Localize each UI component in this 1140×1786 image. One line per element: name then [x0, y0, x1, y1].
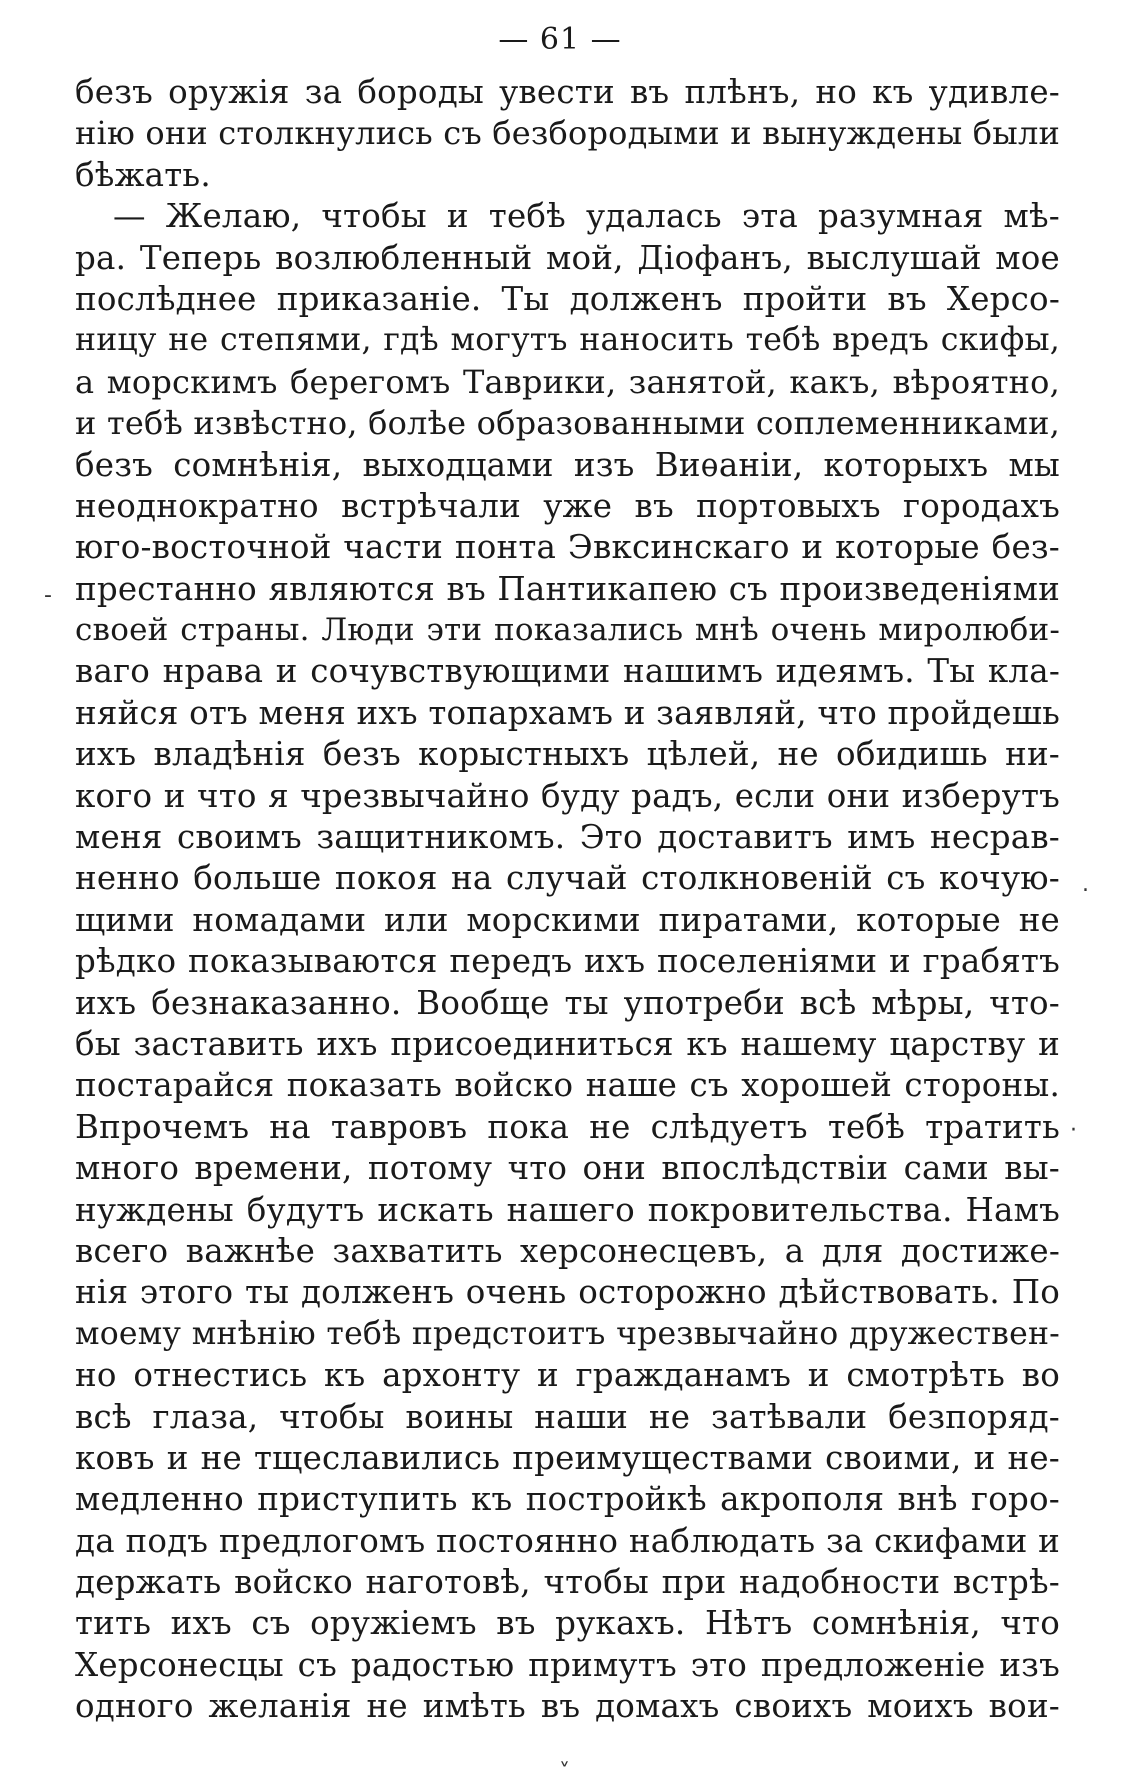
text-line: ихъ владѣнія безъ корыстныхъ цѣлей, не обидишь ни- [75, 735, 1060, 774]
text-line: но отнестись къ архонту и гражданамъ и смотрѣть во [75, 1356, 1060, 1395]
text-line: ваго нрава и сочувствующими нашимъ идеямъ. Ты кла- [75, 652, 1060, 691]
body-text [75, 72, 1060, 1728]
text-line: нуждены будутъ искать нашего покровительства. Намъ [75, 1190, 1060, 1229]
text-line: ра. Теперь возлюбленный мой, Діофанъ, выслушай мое [75, 238, 1060, 277]
text-line: много времени, потому что они впослѣдствіи сами вы- [75, 1149, 1060, 1188]
text-line: кого и что я чрезвычайно буду радъ, если они изберутъ [75, 776, 1060, 815]
text-line: няйся отъ меня ихъ топархамъ и заявляй, что пройдешь [75, 693, 1060, 732]
text-line: всѣ глаза, чтобы воины наши не затѣвали безпоряд- [75, 1397, 1060, 1436]
text-line: — Желаю, чтобы и тебѣ удалась эта разумная мѣ- [113, 197, 1060, 236]
text-line: ковъ и не тщеславились преимуществами своими, и не- [75, 1438, 1060, 1477]
print-speck: . [1082, 872, 1089, 897]
text-line: постарайся показать войско наше съ хорошей стороны. [75, 1066, 1060, 1105]
text-line: послѣднее приказаніе. Ты долженъ пройти въ Херсо- [75, 279, 1060, 318]
page-number: — 61 — [498, 22, 622, 57]
text-line: медленно приступить къ постройкѣ акрополя внѣ горо- [75, 1480, 1060, 1519]
text-line: неоднократно встрѣчали уже въ портовыхъ городахъ [75, 486, 1060, 525]
text-line: нія этого ты долженъ очень осторожно дѣйствовать. По [75, 1273, 1060, 1312]
text-line: а морскимъ берегомъ Таврики, занятой, какъ, вѣроятно, [75, 362, 1060, 401]
text-line: да подъ предлогомъ постоянно наблюдать за скифами и [75, 1521, 1060, 1560]
text-line: безъ сомнѣнія, выходцами изъ Виѳаніи, которыхъ мы [75, 445, 1060, 484]
text-line: Впрочемъ на тавровъ пока не слѣдуетъ тебѣ тратить [75, 1107, 1060, 1146]
text-line: всего важнѣе захватить херсонесцевъ, а для достиже- [75, 1231, 1060, 1270]
text-line: держать войско наготовѣ, чтобы при надобности встрѣ- [75, 1563, 1060, 1602]
text-line: престанно являются въ Пантикапею съ произведеніями [75, 569, 1060, 608]
text-line: бы заставить ихъ присоединиться къ нашему царству и [75, 1024, 1060, 1063]
text-line: бѣжать. [75, 155, 211, 194]
text-line: своей страны. Люди эти показались мнѣ очень миролюби- [75, 612, 1060, 649]
text-line: одного желанія не имѣть въ домахъ своихъ моихъ вои- [75, 1687, 1060, 1726]
text-line: и тебѣ извѣстно, болѣе образованными соплеменниками, [75, 404, 1060, 443]
text-line: безъ оружія за бороды увести въ плѣнъ, но къ удивле- [75, 73, 1060, 111]
text-line: меня своимъ защитникомъ. Это доставитъ имъ несрав- [75, 818, 1060, 857]
print-speck: - [44, 583, 52, 608]
text-line: щими номадами или морскими пиратами, которые не [75, 900, 1060, 939]
print-speck: ˅ [559, 1760, 570, 1785]
text-line: ницу не степями, гдѣ могутъ наносить тебѣ вредъ скифы, [75, 322, 1060, 359]
text-line: ихъ безнаказанно. Вообще ты употреби всѣ мѣры, что- [75, 983, 1060, 1022]
text-line: рѣдко показываются передъ ихъ поселеніями и грабятъ [75, 942, 1060, 981]
text-line: ненно больше покоя на случай столкновеній съ кочую- [75, 859, 1060, 898]
text-line: тить ихъ съ оружіемъ въ рукахъ. Нѣтъ сомнѣнія, что [75, 1604, 1060, 1643]
print-speck: · [1070, 1118, 1077, 1143]
text-line: моему мнѣнію тебѣ предстоитъ чрезвычайно дружествен- [75, 1315, 1060, 1352]
text-line: нію они столкнулись съ безбородыми и вынуждены были [75, 114, 1060, 153]
text-line: Херсонесцы съ радостью примутъ это предложеніе изъ [75, 1645, 1060, 1684]
text-line: юго-восточной части понта Эвксинскаго и которые без- [75, 528, 1060, 567]
